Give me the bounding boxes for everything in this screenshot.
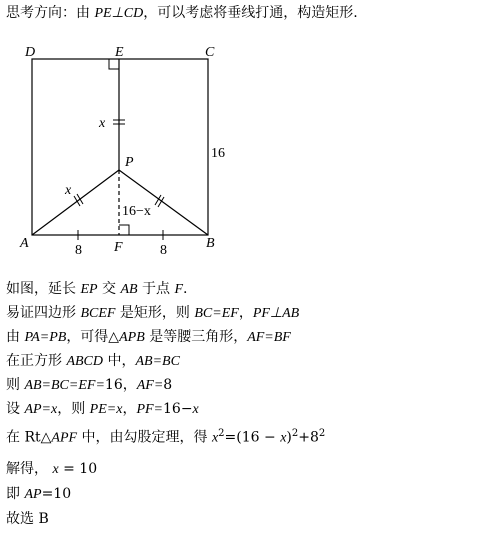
- label-fb-8: 8: [160, 243, 167, 258]
- math-text: PE=x: [89, 402, 123, 417]
- segment-pb: [119, 170, 208, 235]
- math-text: PA=PB: [24, 330, 67, 345]
- solution-line: [6, 510, 49, 528]
- math-text: APF: [51, 430, 78, 446]
- intro-line: [6, 4, 358, 23]
- text-run: 解得，: [6, 461, 53, 477]
- math-text: x: [211, 430, 219, 446]
- solution-line: [6, 352, 180, 371]
- text-run: 在 Rt△: [6, 429, 52, 446]
- intro-math: PE⊥CD: [94, 6, 144, 21]
- text-run: 16−: [163, 401, 193, 417]
- square-abcd: [32, 59, 208, 235]
- text-run: 是矩形，则: [115, 305, 195, 321]
- solution-line: [6, 400, 199, 419]
- superscript: 2: [318, 428, 326, 439]
- text-run: 是等腰三角形，: [144, 329, 248, 345]
- math-text: AP: [24, 487, 42, 502]
- text-run: 即: [6, 486, 25, 502]
- math-text: APB: [119, 330, 145, 345]
- point-label-f: F: [114, 240, 123, 255]
- intro-prefix: 思考方向：由: [6, 5, 95, 21]
- solution-line: [6, 280, 188, 299]
- math-text: BCEF: [80, 306, 116, 321]
- superscript: 2: [218, 428, 225, 439]
- solution-line: [6, 485, 71, 504]
- math-text: PF=: [136, 402, 163, 417]
- text-run: 于点: [137, 281, 175, 297]
- solution-line: [6, 328, 291, 347]
- math-text: EP: [80, 282, 98, 297]
- math-text: AF=BF: [247, 330, 291, 345]
- text-run: 16，: [104, 377, 137, 393]
- point-label-b: B: [206, 236, 215, 251]
- point-label-c: C: [205, 45, 215, 60]
- math-text: AF=: [136, 378, 164, 393]
- text-run: 如图，延长: [6, 281, 81, 297]
- text-run: 中，由勾股定理，得: [77, 429, 212, 446]
- math-text: x: [192, 402, 199, 417]
- intro-suffix: ，可以考虑将垂线打通，构造矩形.: [143, 5, 358, 21]
- math-text: ABCD: [66, 354, 104, 369]
- point-label-p: P: [125, 155, 134, 170]
- label-x-ap: x: [65, 183, 72, 198]
- geometry-figure: [0, 30, 498, 265]
- text-run: 在正方形: [6, 353, 67, 369]
- math-text: AB: [120, 282, 138, 297]
- segment-pa: [32, 170, 119, 235]
- text-run: 则: [6, 377, 25, 393]
- text-run: .: [183, 281, 188, 297]
- label-x-ep: x: [99, 116, 106, 131]
- label-af-8: 8: [75, 243, 82, 258]
- math-text: PF⊥AB: [252, 306, 300, 321]
- math-text: BC=EF: [194, 306, 239, 321]
- text-run: 由: [6, 329, 25, 345]
- point-label-a: A: [20, 236, 29, 251]
- text-run: ): [286, 429, 292, 446]
- superscript: 2: [291, 428, 299, 439]
- text-run: 交: [97, 281, 121, 297]
- right-angle-f-mark: [119, 225, 129, 235]
- text-run: 故选 B: [6, 511, 49, 527]
- math-text: AB=BC: [135, 354, 180, 369]
- math-text: x: [280, 430, 287, 446]
- point-label-d: D: [25, 45, 36, 60]
- text-run: 中，: [103, 353, 136, 369]
- math-text: AP=x: [24, 402, 58, 417]
- text-run: ，: [122, 401, 137, 417]
- math-text: AB=BC=EF=: [24, 378, 105, 393]
- label-16-side: 16: [211, 146, 225, 161]
- right-angle-e-mark: [109, 59, 119, 69]
- text-run: 易证四边形: [6, 305, 81, 321]
- math-text: F: [174, 282, 184, 297]
- solution-line: [6, 460, 97, 479]
- text-run: +8: [298, 429, 319, 446]
- text-run: =10: [41, 486, 72, 502]
- solution-line: [6, 425, 325, 448]
- text-run: ，可得△: [66, 329, 120, 345]
- point-label-e: E: [115, 45, 124, 60]
- text-run: ，: [238, 305, 253, 321]
- text-run: 设: [6, 401, 25, 417]
- text-run: =(16 −: [224, 429, 281, 446]
- solution-line: [6, 304, 299, 323]
- text-run: = 10: [58, 461, 98, 477]
- label-16-minus-x: 16−x: [122, 204, 151, 219]
- math-text: x: [52, 462, 59, 477]
- solution-line: [6, 376, 172, 395]
- text-run: 8: [163, 377, 173, 393]
- text-run: ，则: [57, 401, 90, 417]
